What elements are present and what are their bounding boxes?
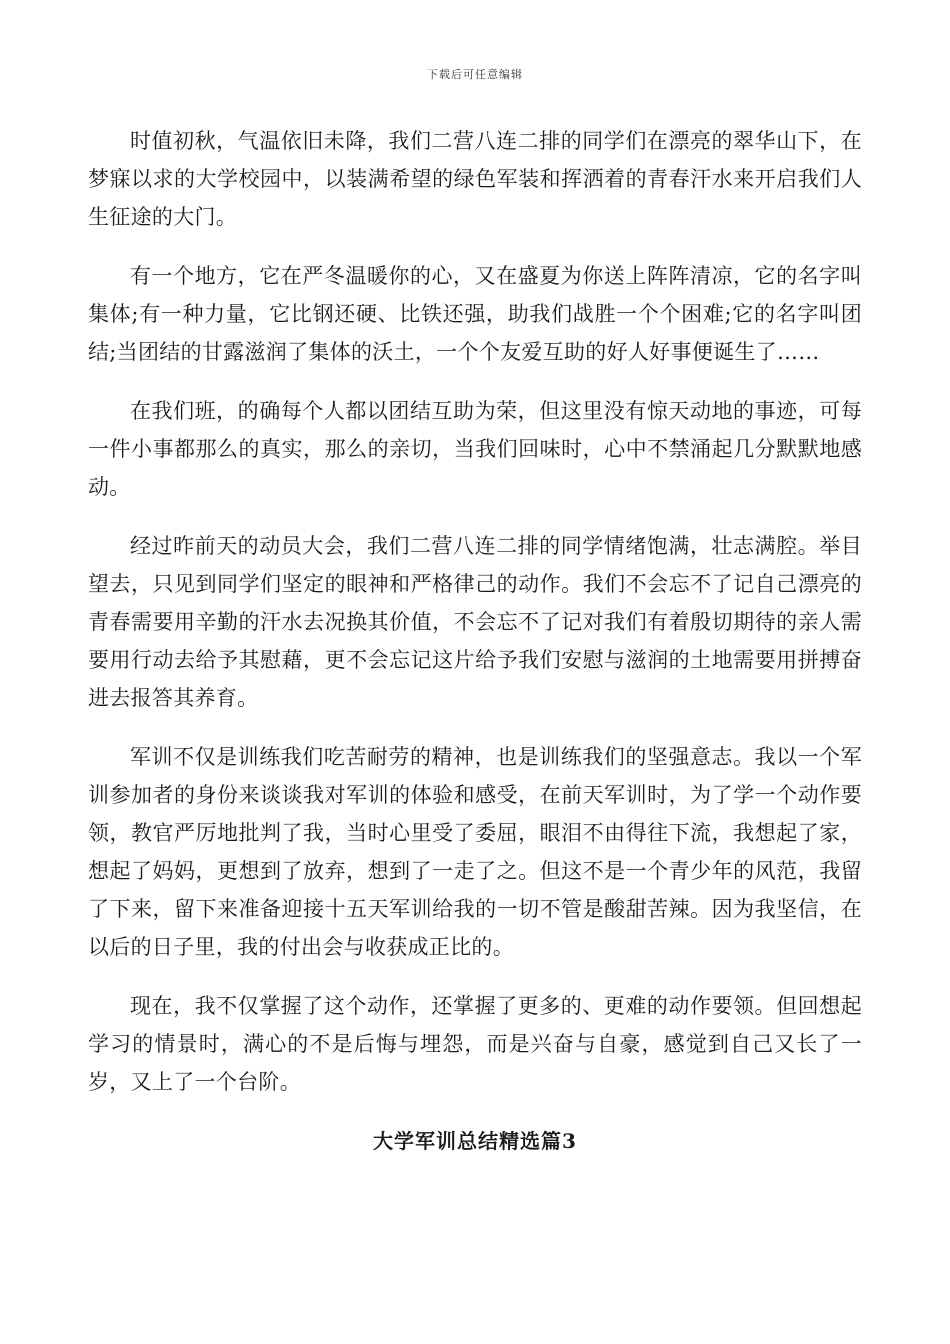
paragraph-5: 军训不仅是训练我们吃苦耐劳的精神，也是训练我们的坚强意志。我以一个军训参加者的身份来谈谈我对军训的体验和感受，在前天军训时，为了学一个动作要领，教官严厉地批判了我，当时心里受了委屈，眼泪不由得往下流，我想起了家，想起了妈妈，更想到了放弃，想到了一走了之。但这不是一个青少年的风范，我留了下来，留下来准备迎接十五天军训给我的一切不管是酸甜苦辣。因为我坚信，在以后的日子里，我的付出会与收获成正比的。 — [88, 745, 862, 959]
paragraph-2: 有一个地方，它在严冬温暖你的心，又在盛夏为你送上阵阵清凉，它的名字叫集体;有一种力量，它比钢还硬、比铁还强，助我们战胜一个个困难;它的名字叫团结;当团结的甘露滋润了集体的沃土，一个个友爱互助的好人好事便诞生了…… — [88, 264, 862, 364]
paragraph-6: 现在，我不仅掌握了这个动作，还掌握了更多的、更难的动作要领。但回想起学习的情景时，满心的不是后悔与埋怨，而是兴奋与自豪，感觉到自己又长了一岁，又上了一个台阶。 — [88, 994, 862, 1094]
paragraph-1: 时值初秋，气温依旧未降，我们二营八连二排的同学们在漂亮的翠华山下，在梦寐以求的大学校园中，以装满希望的绿色军装和挥洒着的青春汗水来开启我们人生征途的大门。 — [88, 129, 862, 229]
section-title: 大学军训总结精选篇3 — [373, 1129, 577, 1153]
paragraph-4: 经过昨前天的动员大会，我们二营八连二排的同学情绪饱满，壮志满腔。举目望去，只见到同学们坚定的眼神和严格律己的动作。我们不会忘不了记自己漂亮的青春需要用辛勤的汗水去况换其价值，不会忘不了记对我们有着殷切期待的亲人需要用行动去给予其慰藉，更不会忘记这片给予我们安慰与滋润的土地需要用拼搏奋进去报答其养育。 — [88, 534, 862, 710]
document-body — [88, 122, 862, 1160]
paragraph-3: 在我们班，的确每个人都以团结互助为荣，但这里没有惊天动地的事迹，可每一件小事都那么的真实，那么的亲切，当我们回味时，心中不禁涌起几分默默地感动。 — [88, 399, 862, 499]
page-header-note: 下载后可任意编辑 — [427, 68, 523, 81]
